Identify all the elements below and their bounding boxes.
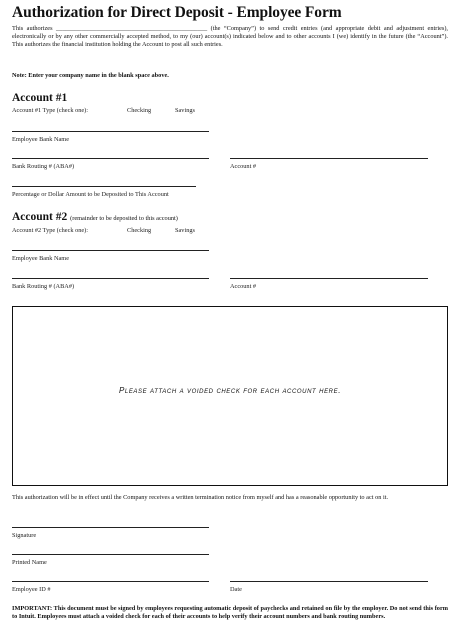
account1-account-number-field[interactable] bbox=[230, 158, 428, 159]
account1-bank-name-label: Employee Bank Name bbox=[12, 136, 70, 143]
account2-checking-option[interactable]: Checking bbox=[127, 227, 152, 234]
printed-name-label: Printed Name bbox=[12, 559, 47, 566]
authorization-effect-text: This authorization will be in effect until the Company receives a written termination notice from myself and has a reasonable opportunity to act on it. bbox=[12, 494, 389, 501]
company-name-note: Note: Enter your company name in the blank space above. bbox=[12, 72, 169, 79]
voided-check-instruction: Please attach a voided check for each account here. bbox=[118, 386, 342, 395]
account2-account-number-label: Account # bbox=[230, 283, 257, 290]
account1-amount-field[interactable] bbox=[12, 186, 196, 187]
account1-amount-label: Percentage or Dollar Amount to be Deposited to This Account bbox=[12, 191, 169, 198]
employee-id-label: Employee ID # bbox=[12, 586, 51, 593]
account2-heading bbox=[12, 211, 178, 223]
account1-heading: Account #1 bbox=[12, 92, 68, 104]
account1-bank-name-field[interactable] bbox=[12, 131, 209, 132]
signature-label: Signature bbox=[12, 532, 37, 539]
signature-field[interactable] bbox=[12, 527, 209, 528]
printed-name-field[interactable] bbox=[12, 554, 209, 555]
account1-checking-option[interactable]: Checking bbox=[127, 107, 152, 114]
account2-heading-title: Account #2 bbox=[12, 211, 68, 223]
account2-routing-label: Bank Routing # (ABA#) bbox=[12, 283, 75, 290]
date-label: Date bbox=[230, 586, 242, 593]
authorization-text: This authorizes ________________________________________________ (the “Company”) to send credit entries (and appropriate debit and adjustment entries), electronically or by any other commercially accepted method, to my (our) account(s) indicated below and to other accounts I (we) identify in the future (the “Account”). This authorizes the financial institution holding the Account to post all such entries. bbox=[12, 25, 448, 48]
account2-bank-name-label: Employee Bank Name bbox=[12, 255, 70, 262]
form-title: Authorization for Direct Deposit - Employee Form bbox=[12, 4, 342, 21]
account1-account-number-label: Account # bbox=[230, 163, 257, 170]
employee-id-field[interactable] bbox=[12, 581, 209, 582]
account2-account-number-field[interactable] bbox=[230, 278, 428, 279]
account2-savings-option[interactable]: Savings bbox=[175, 227, 195, 234]
voided-check-attachment-area[interactable] bbox=[12, 306, 448, 486]
account1-routing-field[interactable] bbox=[12, 158, 209, 159]
account2-type-label: Account #2 Type (check one): bbox=[12, 227, 89, 234]
account1-routing-label: Bank Routing # (ABA#) bbox=[12, 163, 75, 170]
account2-routing-field[interactable] bbox=[12, 278, 209, 279]
account2-heading-note: (remainder to be deposited to this account) bbox=[70, 215, 178, 222]
date-field[interactable] bbox=[230, 581, 428, 582]
account1-type-label: Account #1 Type (check one): bbox=[12, 107, 89, 114]
account2-bank-name-field[interactable] bbox=[12, 250, 209, 251]
important-notice: IMPORTANT: This document must be signed by employees requesting automatic deposit of paychecks and retained on file by the employer. Do not send this form to Intuit. Employees must attach a voided check for each of their accounts to help verify their account numbers and bank routing numbers. bbox=[12, 605, 448, 620]
account1-savings-option[interactable]: Savings bbox=[175, 107, 195, 114]
